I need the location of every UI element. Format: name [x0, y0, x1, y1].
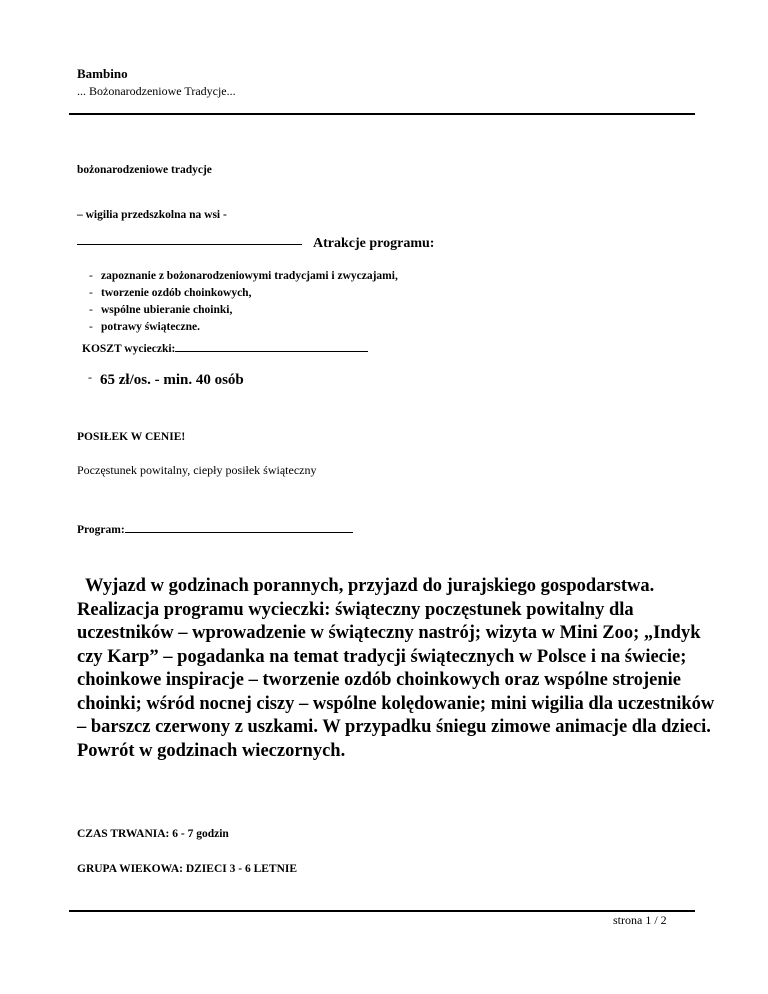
- bullet-dash: -: [89, 321, 93, 333]
- header-divider: [69, 113, 695, 115]
- list-item: - tworzenie ozdób choinkowych,: [89, 285, 398, 302]
- bullet-dash: -: [89, 287, 93, 299]
- list-item: - wspólne ubieranie choinki,: [89, 302, 398, 319]
- list-item: - zapoznanie z bożonarodzeniowymi tradycjami i zwyczajami,: [89, 268, 398, 285]
- section-subheading: – wigilia przedszkolna na wsi -: [77, 209, 227, 221]
- attractions-heading: Atrakcje programu:: [313, 236, 435, 251]
- meal-description: Poczęstunek powitalny, ciepły posiłek świąteczny: [77, 463, 317, 477]
- cost-row: [82, 343, 368, 355]
- cost-label: KOSZT wycieczki:: [82, 343, 176, 355]
- document-subtitle: ... Bożonarodzeniowe Tradycje...: [77, 84, 236, 98]
- attractions-list: [89, 268, 398, 336]
- program-label: Program:: [77, 524, 125, 536]
- bullet-dash: -: [88, 370, 92, 384]
- program-description: Wyjazd w godzinach porannych, przyjazd do jurajskiego gospodarstwa. Realizacja programu wycieczki: świąteczny poczęstunek powitalny dla uczestników – wprowadzenie w świąteczny nastrój; wizyta w Mini Zoo; „Indyk czy Karp” – pogadanka na temat tradycji świątecznych w Polsce i na świecie; choinkowe inspiracje – tworzenie ozdób choinkowych oraz wspólne strojenie choinki; wśród nocnej ciszy – wspólne kolędowanie; mini wigilia dla uczestników – barszcz czerwony z uszkami. W przypadku śniegu zimowe animacje dla dzieci. Powrót w godzinach wieczornych.: [77, 576, 715, 761]
- duration-text: CZAS TRWANIA: 6 - 7 godzin: [77, 828, 229, 840]
- cost-line: [175, 351, 368, 352]
- age-group-text: GRUPA WIEKOWA: DZIECI 3 - 6 LETNIE: [77, 863, 298, 875]
- meal-heading: POSIŁEK W CENIE!: [77, 431, 186, 443]
- company-name: Bambino: [77, 66, 128, 81]
- page-number: strona 1 / 2: [613, 913, 667, 927]
- price-row: [88, 371, 244, 389]
- price-text: 65 zł/os. - min. 40 osób: [100, 372, 244, 388]
- list-item: - potrawy świąteczne.: [89, 319, 398, 336]
- bullet-dash: -: [89, 270, 93, 282]
- section-heading: bożonarodzeniowe tradycje: [77, 164, 212, 176]
- program-line: [125, 532, 353, 533]
- footer-divider: [69, 910, 695, 912]
- bullet-dash: -: [89, 304, 93, 316]
- program-row: [77, 524, 353, 536]
- attractions-line: [77, 244, 302, 245]
